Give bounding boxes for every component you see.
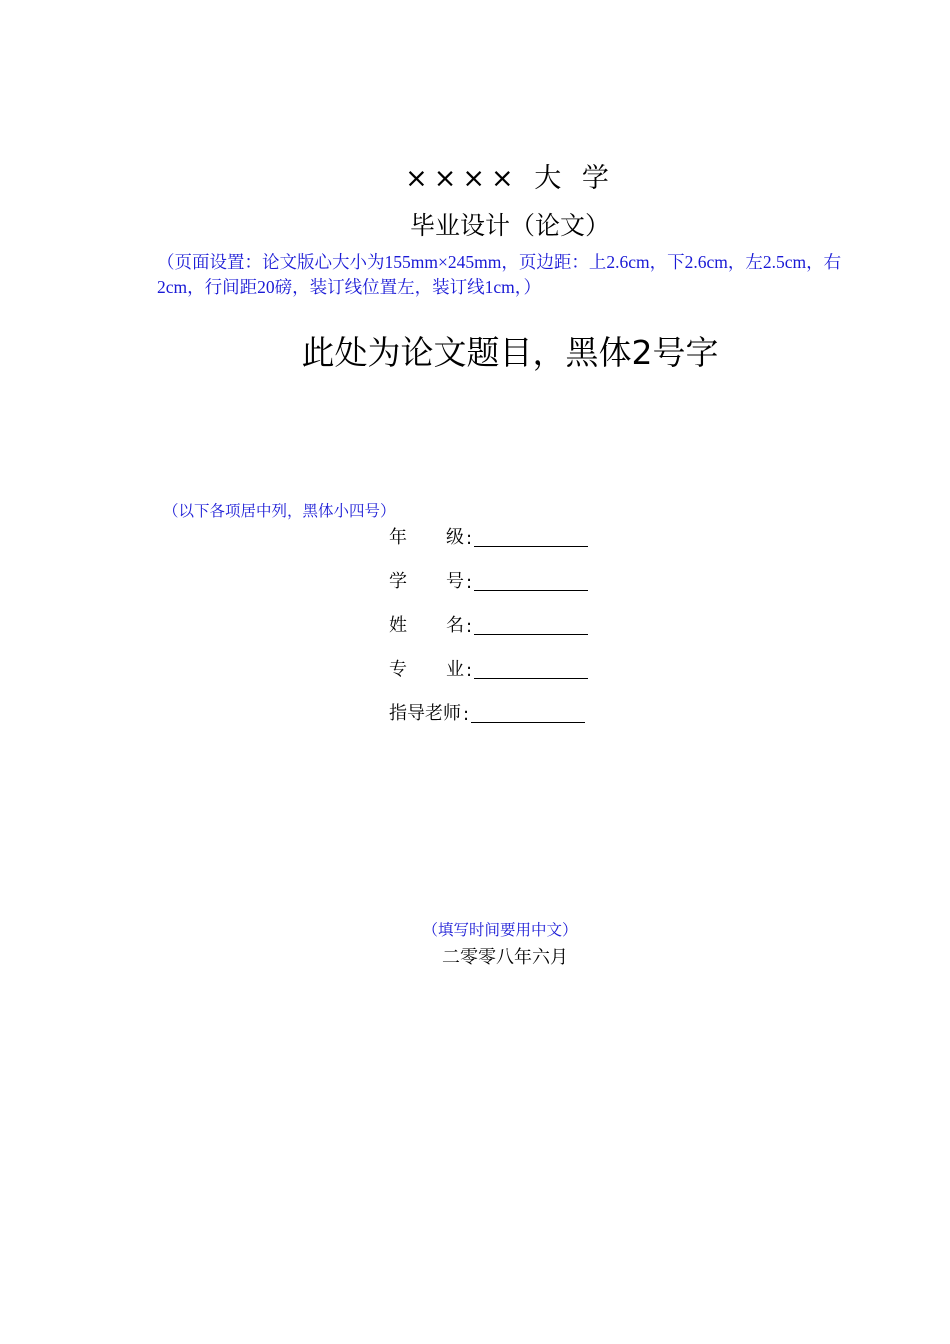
- field-label: 业: [446, 659, 464, 680]
- field-colon: :: [463, 704, 470, 725]
- field-colon: :: [466, 660, 473, 681]
- advisor-blank[interactable]: [471, 700, 585, 723]
- grade-blank[interactable]: [474, 524, 588, 547]
- field-colon: :: [466, 528, 473, 549]
- field-label: 名: [446, 615, 464, 636]
- university-name: ×××× 大 学: [405, 163, 615, 194]
- name-blank[interactable]: [474, 612, 588, 635]
- field-grade: [389, 523, 588, 549]
- thesis-title: 此处为论文题目，黑体2号字: [301, 333, 719, 372]
- thesis-kind: 毕业设计（论文）: [409, 211, 610, 240]
- field-colon: :: [466, 572, 473, 593]
- page-setup-note: （页面设置：论文版心大小为155mm×245mm，页边距：上2.6cm，下2.6cm，左2.5cm，右2cm，行间距20磅，装订线位置左，装订线1cm，）: [157, 252, 842, 297]
- field-advisor: [389, 699, 585, 725]
- field-student-id: [389, 567, 588, 593]
- field-colon: :: [466, 616, 473, 637]
- field-label: 专: [389, 659, 407, 680]
- field-label: 年: [389, 527, 407, 548]
- info-note: （以下各项居中列，黑体小四号）: [163, 503, 396, 520]
- submission-date: 二零零八年六月: [442, 947, 568, 968]
- field-label: 指导老师: [389, 703, 461, 724]
- field-name: [389, 611, 588, 637]
- field-label: 姓: [389, 615, 407, 636]
- student-id-blank[interactable]: [474, 568, 588, 591]
- date-note: （填写时间要用中文）: [422, 922, 578, 939]
- field-label: 号: [446, 571, 464, 592]
- field-label: 学: [389, 571, 407, 592]
- field-label: 级: [446, 527, 464, 548]
- major-blank[interactable]: [474, 656, 588, 679]
- field-major: [389, 655, 588, 681]
